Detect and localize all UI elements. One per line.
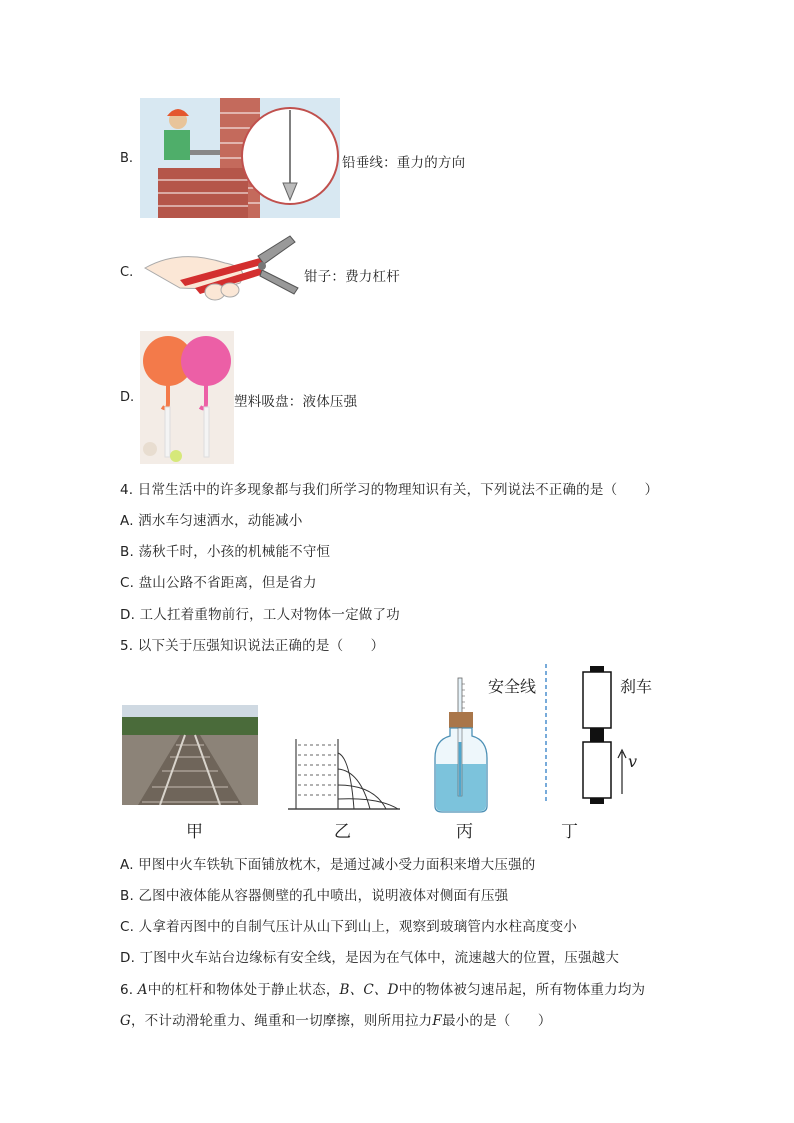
q4-option-c: C. 盘山公路不省距离，但是省力: [120, 575, 317, 591]
safety-line-label: 安全线: [488, 677, 537, 696]
q6-var-bcd: B、C、D: [339, 982, 399, 998]
figure-label-jia: 甲: [186, 822, 203, 842]
self-made-barometer-diagram: [430, 676, 492, 816]
q6-var-g: G: [120, 1013, 131, 1029]
option-b-caption: 铅垂线：重力的方向: [342, 155, 466, 171]
q4-stem: 4. 日常生活中的许多现象都与我们所学习的物理知识有关，下列说法不正确的是（ ）: [120, 482, 659, 498]
q6-line-1: [120, 978, 645, 998]
q6-number: 6.: [120, 982, 138, 998]
q6-text-1: 中的杠杆和物体处于静止状态，: [147, 982, 340, 998]
q5-option-a: A. 甲图中火车铁轨下面铺放枕木，是通过减小受力面积来增大压强的: [120, 857, 536, 873]
velocity-label: v: [628, 752, 638, 771]
q5-option-c: C. 人拿着丙图中的自制气压计从山下到山上，观察到玻璃管内水柱高度变小: [120, 919, 578, 935]
pliers-image: [140, 228, 302, 310]
q6-line-2: [120, 1009, 552, 1029]
option-d-caption: 塑料吸盘：液体压强: [234, 394, 358, 410]
worker-plumb-line-image: [140, 98, 340, 218]
q6-text-2: 中的物体被匀速吊起，所有物体重力均为: [398, 982, 646, 998]
option-d-letter: D.: [120, 390, 135, 405]
q6-text-4: 最小的是（ ）: [441, 1013, 552, 1029]
q6-var-f: F: [432, 1013, 442, 1029]
q6-text-3: ，不计动滑轮重力、绳重和一切摩擦，则所用拉力: [130, 1013, 433, 1029]
q4-option-d: D. 工人扛着重物前行，工人对物体一定做了功: [120, 607, 400, 623]
q5-stem: 5. 以下关于压强知识说法正确的是（ ）: [120, 638, 385, 654]
railway-track-photo: [122, 705, 258, 805]
q4-option-a: A. 洒水车匀速洒水，动能减小: [120, 513, 303, 529]
option-b-letter: B.: [120, 151, 134, 166]
q5-option-d: D. 丁图中火车站台边缘标有安全线，是因为在气体中，流速越大的位置，压强越大: [120, 950, 620, 966]
figure-label-yi: 乙: [334, 822, 351, 842]
figure-label-ding: 丁: [561, 822, 578, 842]
q4-option-b: B. 荡秋千时，小孩的机械能不守恒: [120, 544, 331, 560]
brake-label: 刹车: [620, 677, 653, 696]
liquid-jet-container-diagram: [288, 735, 403, 813]
figure-label-bing: 丙: [456, 822, 473, 842]
suction-hooks-image: [140, 331, 234, 464]
option-c-letter: C.: [120, 265, 134, 280]
q6-var-a: A: [137, 982, 148, 998]
option-c-caption: 钳子：费力杠杆: [304, 269, 400, 285]
q5-option-b: B. 乙图中液体能从容器侧壁的孔中喷出，说明液体对侧面有压强: [120, 888, 509, 904]
